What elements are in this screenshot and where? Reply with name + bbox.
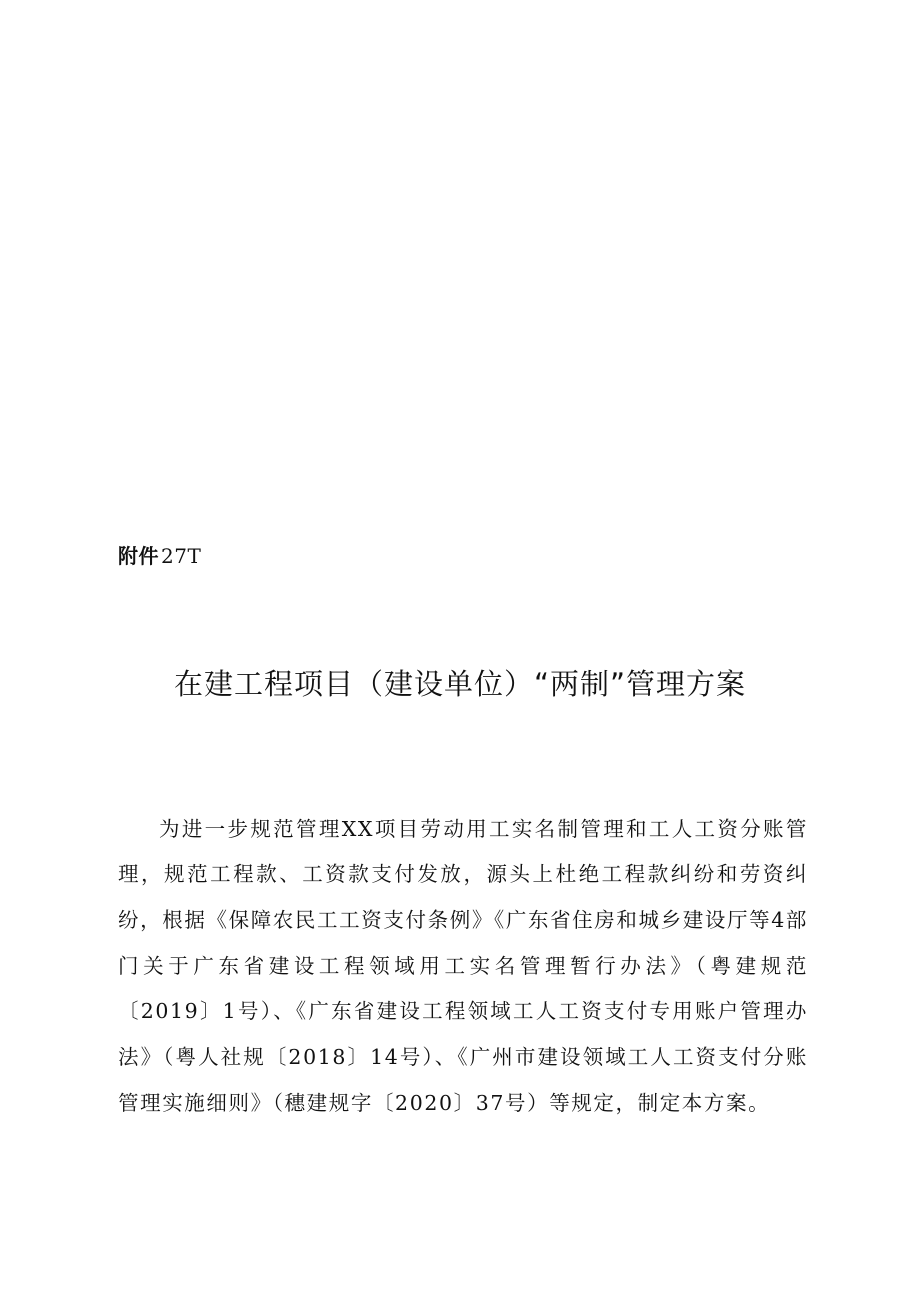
body-paragraph: 为进一步规范管理XX项目劳动用工实名制管理和工人工资分账管理，规范工程款、工资款支付发放，源头上杜绝工程款纠纷和劳资纠纷，根据《保障农民工工资支付条例》《广东省住房和城乡建设厅等4部门关于广东省建设工程领域用工实名管理暂行办法》（粤建规范〔2019〕1号）、《广东省建设工程领域工人工资支付专用账户管理办法》（粤人社规〔2018〕14号）、《广州市建设领域工人工资支付分账管理实施细则》（穗建规字〔2020〕37号）等规定，制定本方案。 <box>118 816 808 1115</box>
attachment-label <box>118 540 201 569</box>
attachment-word: 附件 <box>118 544 159 568</box>
document-title: 在建工程项目（建设单位）“两制”管理方案 <box>173 667 747 701</box>
attachment-code: 27T <box>161 544 202 568</box>
